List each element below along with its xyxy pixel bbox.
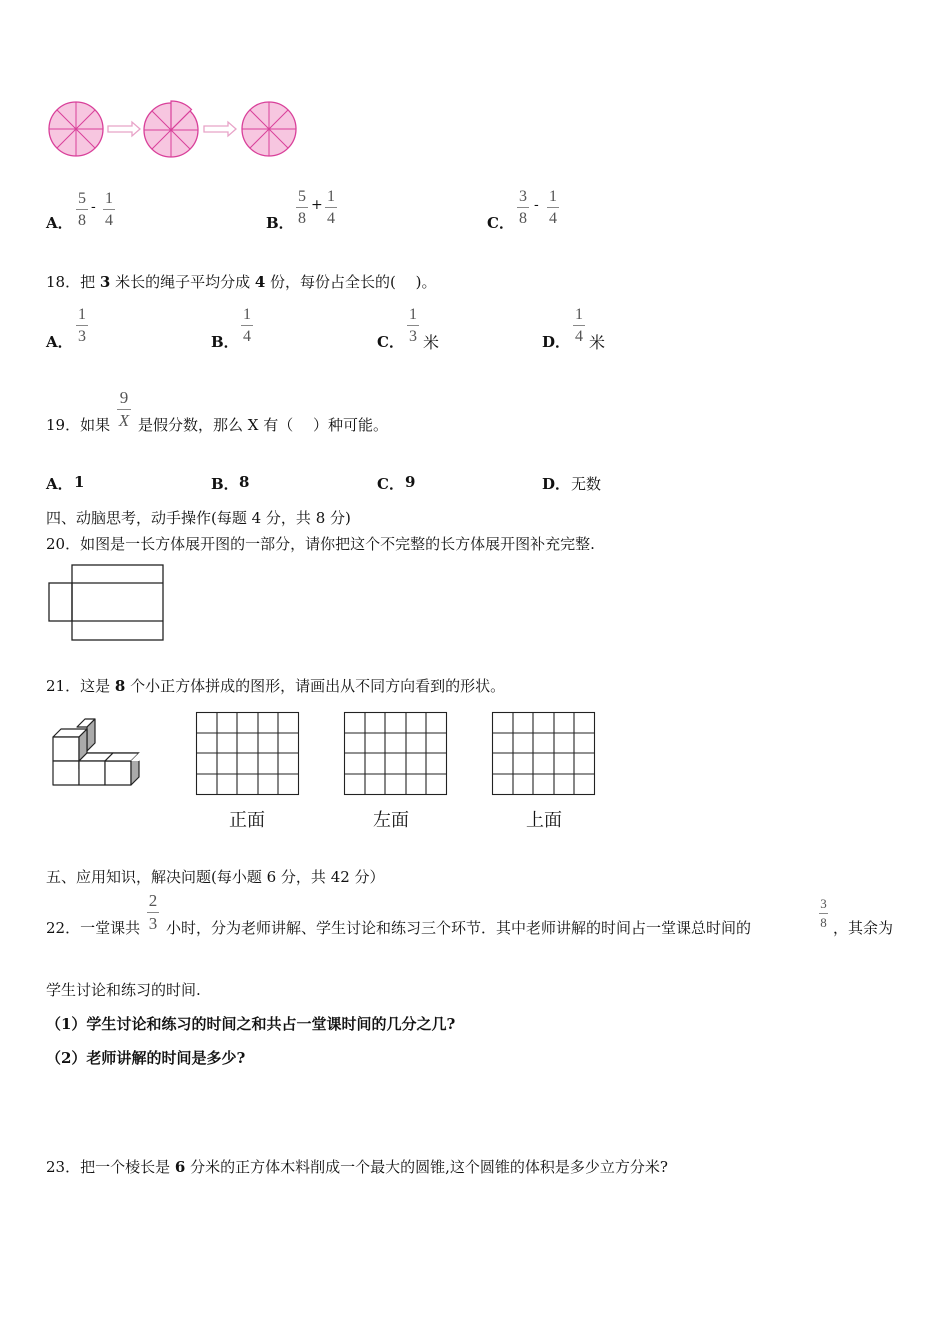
option-value: 无数 <box>571 475 602 493</box>
question-22-sub-1: （1）学生讨论和练习的时间之和共占一堂课时间的几分之几? <box>46 1015 456 1033</box>
numerator: 9 <box>119 388 129 407</box>
q22-mid: 小时，分为老师讲解、学生讨论和练习三个环节．其中老师讲解的时间占一堂课总时间的 <box>166 919 752 937</box>
fraction <box>103 190 115 229</box>
denominator: 4 <box>327 210 335 227</box>
fraction <box>547 188 559 227</box>
fraction <box>117 389 131 430</box>
q22-pre: 22．一堂课共 <box>46 919 141 937</box>
caption-top: 上面 <box>526 810 562 831</box>
option-letter: A． <box>46 214 73 232</box>
numerator: 2 <box>148 891 158 910</box>
option-letter: C． <box>487 214 514 232</box>
option-letter: C． <box>377 475 404 493</box>
fraction <box>407 306 419 345</box>
unit: 米 <box>589 333 606 352</box>
option-letter: B． <box>266 214 294 232</box>
option-value: 9 <box>405 473 416 491</box>
question-21-text: 21．这是 8 个小正方体拼成的图形，请画出从不同方向看到的形状。 <box>46 677 506 695</box>
section-4-heading: 四、动脑思考，动手操作(每题 4 分，共 8 分) <box>46 509 351 527</box>
denominator: 8 <box>519 210 527 227</box>
fraction <box>76 190 88 229</box>
denominator: 3 <box>409 328 417 345</box>
fraction <box>325 188 337 227</box>
option-letter: B． <box>211 333 239 351</box>
option-letter: A． <box>46 475 73 493</box>
numerator: 1 <box>243 306 251 323</box>
question-18-text: 18．把 3 米长的绳子平均分成 4 份，每份占全长的( )。 <box>46 273 437 291</box>
grid-top-view[interactable] <box>492 712 596 796</box>
denominator: 3 <box>148 914 158 933</box>
pie-circle-2 <box>144 101 198 157</box>
fraction <box>517 188 529 227</box>
numerator: 3 <box>519 188 527 205</box>
denominator: X <box>118 411 130 430</box>
denominator: 8 <box>78 212 86 229</box>
arrow-1 <box>108 122 140 136</box>
option-letter: D． <box>542 333 571 351</box>
cuboid-net-diagram <box>46 563 176 643</box>
question-20-text: 20．如图是一长方体展开图的一部分，请你把这个不完整的长方体展开图补充完整. <box>46 535 595 553</box>
operator: + <box>311 197 323 213</box>
denominator: 8 <box>820 915 827 930</box>
fraction <box>76 306 88 345</box>
unit: 米 <box>423 333 440 352</box>
option-letter: D． <box>542 475 571 493</box>
numerator: 1 <box>575 306 583 323</box>
q22-post: ，其余为 <box>833 919 894 937</box>
pie-circle-3 <box>242 102 296 156</box>
numerator: 1 <box>549 188 557 205</box>
grid-front-view[interactable] <box>196 712 300 796</box>
fraction <box>819 897 828 930</box>
option-value: 8 <box>239 473 250 491</box>
caption-front: 正面 <box>229 810 265 831</box>
numerator: 1 <box>105 190 113 207</box>
fraction-pie-diagram <box>40 90 340 170</box>
arrow-2 <box>204 122 236 136</box>
section-5-heading: 五、应用知识，解决问题(每小题 6 分，共 42 分） <box>46 868 385 886</box>
denominator: 4 <box>243 328 251 345</box>
fraction <box>241 306 253 345</box>
grid-left-view[interactable] <box>344 712 448 796</box>
question-22-sub-2: （2）老师讲解的时间是多少? <box>46 1049 246 1067</box>
numerator: 5 <box>298 188 306 205</box>
denominator: 4 <box>575 328 583 345</box>
numerator: 1 <box>78 306 86 323</box>
numerator: 3 <box>820 896 827 911</box>
fraction <box>296 188 308 227</box>
pie-circle-1 <box>49 102 103 156</box>
fraction <box>147 892 159 933</box>
question-23-text: 23．把一个棱长是 6 分米的正方体木料削成一个最大的圆锥,这个圆锥的体积是多少立方分米? <box>46 1158 668 1176</box>
numerator: 1 <box>327 188 335 205</box>
operator: - <box>534 197 539 213</box>
numerator: 1 <box>409 306 417 323</box>
option-letter: C． <box>377 333 404 351</box>
denominator: 3 <box>78 328 86 345</box>
numerator: 5 <box>78 190 86 207</box>
question-22-line-2: 学生讨论和练习的时间. <box>46 981 201 999</box>
option-value: 1 <box>74 473 85 491</box>
caption-left: 左面 <box>373 810 409 831</box>
option-letter: B． <box>211 475 239 493</box>
denominator: 8 <box>298 210 306 227</box>
denominator: 4 <box>105 212 113 229</box>
denominator: 4 <box>549 210 557 227</box>
option-letter: A． <box>46 333 73 351</box>
cube-stack-diagram <box>50 716 160 796</box>
q19-post: 是假分数，那么 X 有（ ）种可能。 <box>138 416 388 434</box>
operator: - <box>91 199 96 215</box>
fraction <box>573 306 585 345</box>
q19-pre: 19．如果 <box>46 416 111 434</box>
